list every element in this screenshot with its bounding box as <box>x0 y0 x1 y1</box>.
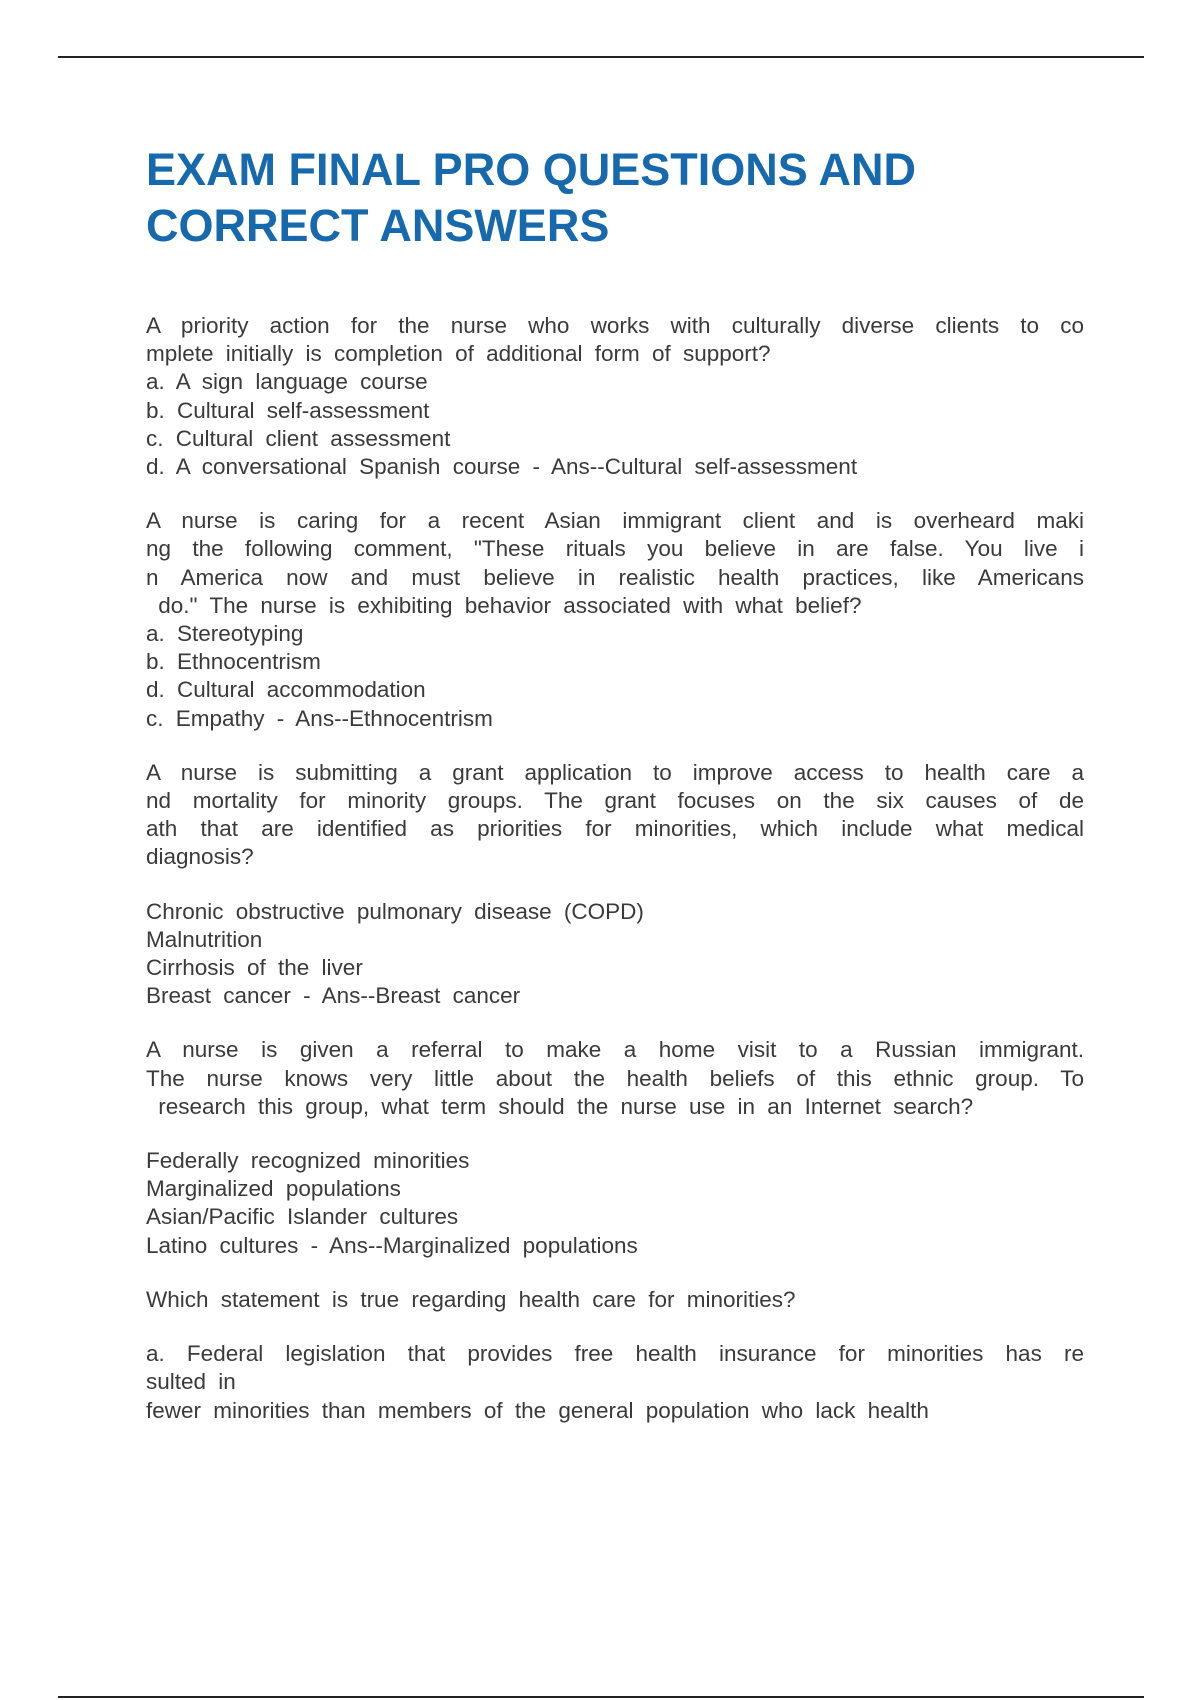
text-line: A nurse is caring for a recent Asian immigrant client and is overheard maki <box>146 508 1084 534</box>
text-line: Breast cancer - Ans--Breast cancer <box>146 983 521 1009</box>
text-line: Which statement is true regarding health care for minorities? <box>146 1286 796 1312</box>
text-line: c. Empathy - Ans--Ethnocentrism <box>146 705 493 731</box>
text-line: Asian/Pacific Islander cultures <box>146 1204 459 1230</box>
text-line: Marginalized populations <box>146 1176 401 1202</box>
document-page <box>146 142 1084 1451</box>
bottom-rule <box>58 1696 1144 1698</box>
text-line: do." The nurse is exhibiting behavior associated with what belief? <box>146 592 862 618</box>
answer-option-federal-legislation <box>146 1340 1084 1425</box>
document-title <box>146 142 1084 254</box>
document-body <box>146 312 1084 1425</box>
text-line: A nurse is submitting a grant application to improve access to health care a <box>146 759 1084 785</box>
text-line: research this group, what term should the nurse use in an Internet search? <box>146 1093 974 1119</box>
text-line: Malnutrition <box>146 926 263 952</box>
text-line: A priority action for the nurse who works with culturally diverse clients to co <box>146 313 1084 338</box>
text-line: The nurse knows very little about the health beliefs of this ethnic group. To <box>146 1065 1084 1091</box>
text-line: nd mortality for minority groups. The grant focuses on the six causes of de <box>146 788 1084 814</box>
text-line: ng the following comment, "These rituals you believe in are false. You live i <box>146 536 1084 562</box>
text-line: a. A sign language course <box>146 369 428 395</box>
top-rule <box>58 56 1144 58</box>
text-line: Chronic obstructive pulmonary disease (COPD) <box>146 898 644 924</box>
text-line: d. Cultural accommodation <box>146 677 426 703</box>
text-line: Latino cultures - Ans--Marginalized populations <box>146 1232 638 1258</box>
title-line-1: EXAM FINAL PRO QUESTIONS AND <box>146 144 917 195</box>
text-line: sulted in <box>146 1369 236 1395</box>
answer-options-mortality-grant <box>146 898 1084 1011</box>
text-line: n America now and must believe in realistic health practices, like Americans <box>146 564 1084 590</box>
text-line: a. Federal legislation that provides free health insurance for minorities has re <box>146 1341 1084 1367</box>
text-line: b. Ethnocentrism <box>146 649 321 675</box>
text-line: c. Cultural client assessment <box>146 425 451 451</box>
text-line: Cirrhosis of the liver <box>146 955 363 981</box>
question-block-cultural-priority <box>146 312 1084 481</box>
text-line: fewer minorities than members of the general population who lack health <box>146 1397 929 1423</box>
text-line: Federally recognized minorities <box>146 1148 470 1174</box>
text-line: a. Stereotyping <box>146 621 304 647</box>
question-block-ethnocentrism <box>146 507 1084 733</box>
question-block-internet-search <box>146 1036 1084 1121</box>
text-line: mplete initially is completion of additional form of support? <box>146 341 771 367</box>
question-block-health-care-minorities <box>146 1286 1084 1314</box>
answer-options-internet-search <box>146 1147 1084 1260</box>
text-line: A nurse is given a referral to make a home visit to a Russian immigrant. <box>146 1037 1084 1063</box>
title-line-2: CORRECT ANSWERS <box>146 200 610 251</box>
text-line: diagnosis? <box>146 844 254 870</box>
question-block-mortality-grant <box>146 759 1084 872</box>
text-line: ath that are identified as priorities for minorities, which include what medical <box>146 816 1084 842</box>
text-line: d. A conversational Spanish course - Ans--Cultural self-assessment <box>146 454 858 480</box>
text-line: b. Cultural self-assessment <box>146 397 430 423</box>
